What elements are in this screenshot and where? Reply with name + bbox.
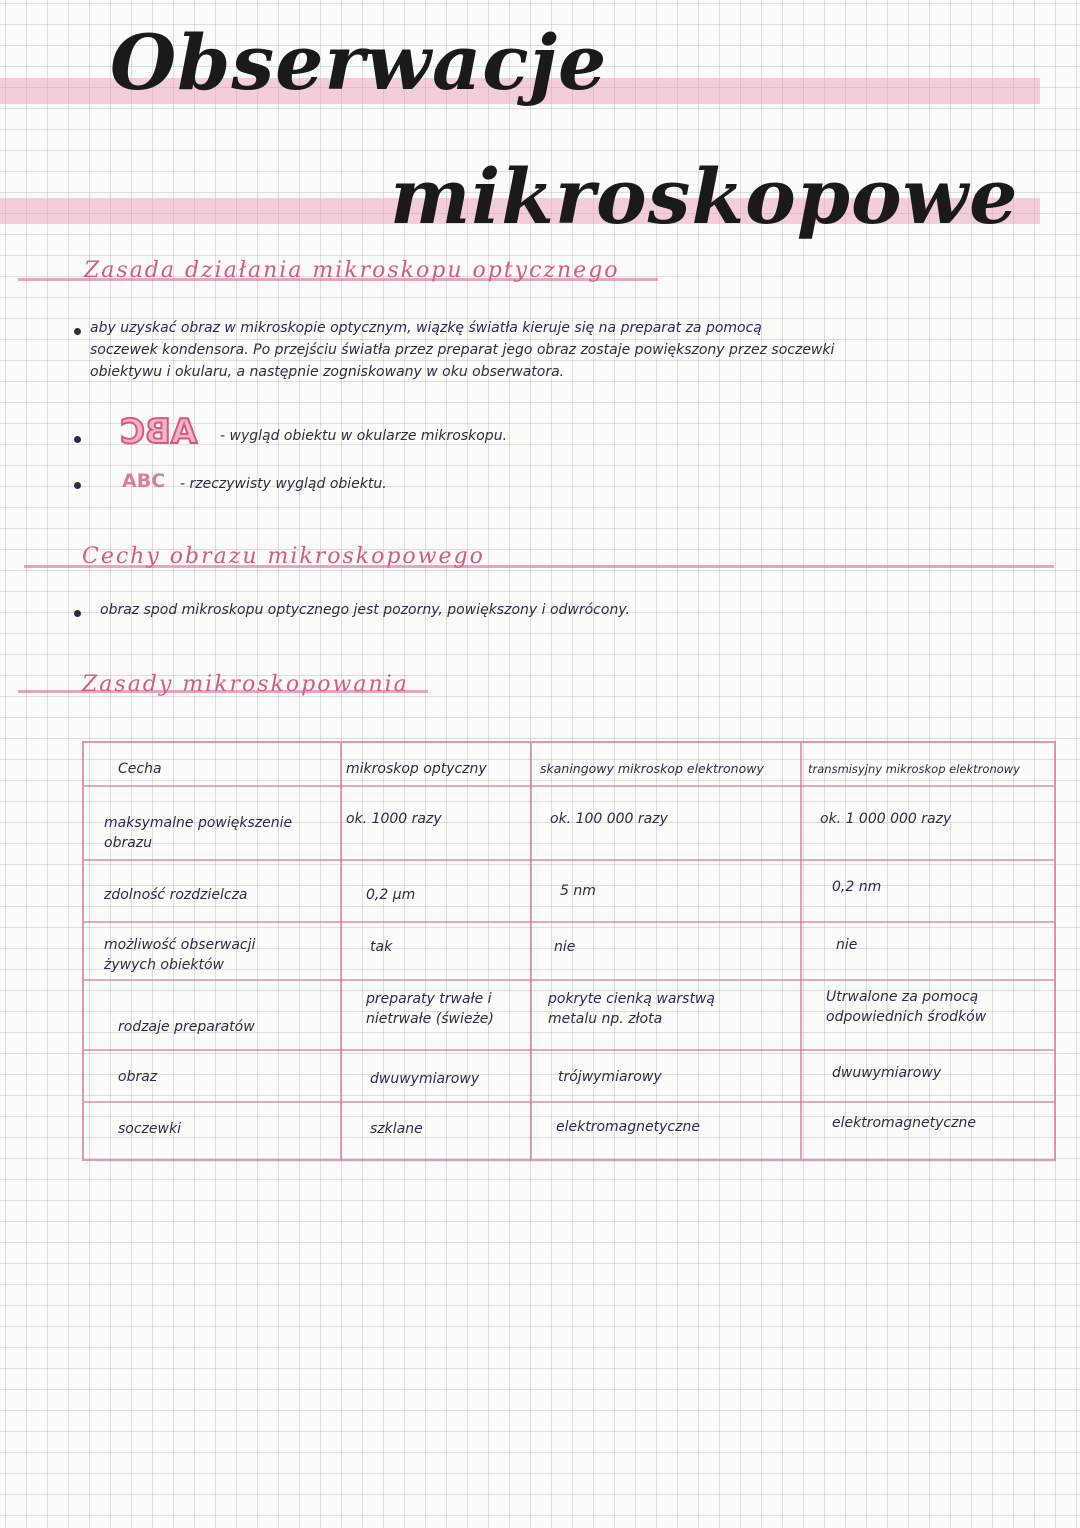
table-divider — [84, 979, 1054, 981]
paragraph-line: obiektywu i okularu, a następnie zogniskowany w oku obserwatora. — [90, 364, 565, 380]
table-cell-feature: maksymalne powiększenie obrazu — [104, 815, 293, 851]
table-cell-sem: pokryte cienką warstwą metalu np. złota — [548, 991, 715, 1027]
paragraph-line: aby uzyskać obraz w mikroskopie optycznym, wiązkę światła kieruje się na preparat za pomocą — [90, 320, 762, 336]
section-heading-image-features: Cechy obrazu mikroskopowego — [82, 544, 485, 569]
bullet — [74, 610, 81, 617]
table-cell-sem: trójwymiarowy — [558, 1069, 662, 1085]
bullet — [74, 436, 81, 443]
table-cell-sem: ok. 100 000 razy — [550, 811, 668, 827]
table-cell-optical: ok. 1000 razy — [346, 811, 442, 827]
table-divider — [530, 743, 532, 1159]
table-header: mikroskop optyczny — [346, 761, 487, 777]
table-divider — [84, 859, 1054, 861]
abc-real-image: ABC — [122, 470, 166, 492]
table-cell-optical: szklane — [370, 1121, 423, 1137]
table-cell-optical: 0,2 µm — [366, 887, 416, 903]
table-cell-optical: tak — [370, 939, 393, 955]
comparison-table — [82, 741, 1056, 1161]
table-cell-sem: elektromagnetyczne — [556, 1119, 700, 1135]
section-heading-principle: Zasada działania mikroskopu optycznego — [84, 258, 620, 283]
table-cell-tem: nie — [836, 937, 858, 953]
table-divider — [340, 743, 342, 1159]
paragraph-line: soczewek kondensora. Po przejściu światła przez preparat jego obraz zostaje powiększony przez soczewki — [90, 342, 835, 358]
table-cell-feature: rodzaje preparatów — [118, 1019, 255, 1035]
table-cell-tem: ok. 1 000 000 razy — [820, 811, 952, 827]
table-cell-optical: preparaty trwałe i nietrwałe (świeże) — [366, 991, 494, 1027]
section-heading-microscopy-rules: Zasady mikroskopowania — [82, 672, 409, 697]
table-cell-tem: Utrwalone za pomocą odpowiednich środków — [826, 989, 987, 1025]
table-cell-sem: nie — [554, 939, 576, 955]
page-title-line-1: Obserwacje — [110, 18, 608, 107]
bullet — [74, 328, 81, 335]
abc-mirrored-description: - wygląd obiektu w okularze mikroskopu. — [220, 428, 508, 444]
table-cell-sem: 5 nm — [560, 883, 596, 899]
abc-real-description: - rzeczywisty wygląd obiektu. — [180, 476, 387, 492]
table-cell-tem: elektromagnetyczne — [832, 1115, 976, 1131]
table-header: transmisyjny mikroskop elektronowy — [808, 762, 1020, 776]
table-cell-tem: dwuwymiarowy — [832, 1065, 942, 1081]
table-divider — [800, 743, 802, 1159]
table-cell-feature: obraz — [118, 1069, 158, 1085]
table-divider — [84, 785, 1054, 787]
abc-mirrored-image: ABC — [120, 412, 198, 452]
page-title-line-2: mikroskopowe — [390, 152, 1019, 241]
table-divider — [84, 1101, 1054, 1103]
table-cell-feature: soczewki — [118, 1121, 181, 1137]
table-cell-feature: zdolność rozdzielcza — [104, 887, 248, 903]
image-features-text: obraz spod mikroskopu optycznego jest pozorny, powiększony i odwrócony. — [100, 602, 630, 618]
bullet — [74, 482, 81, 489]
table-header: Cecha — [118, 761, 162, 777]
table-cell-optical: dwuwymiarowy — [370, 1071, 480, 1087]
table-header: skaningowy mikroskop elektronowy — [540, 761, 764, 776]
table-divider — [84, 921, 1054, 923]
table-cell-tem: 0,2 nm — [832, 879, 882, 895]
table-cell-feature: możliwość obserwacji żywych obiektów — [104, 937, 256, 973]
table-divider — [84, 1049, 1054, 1051]
